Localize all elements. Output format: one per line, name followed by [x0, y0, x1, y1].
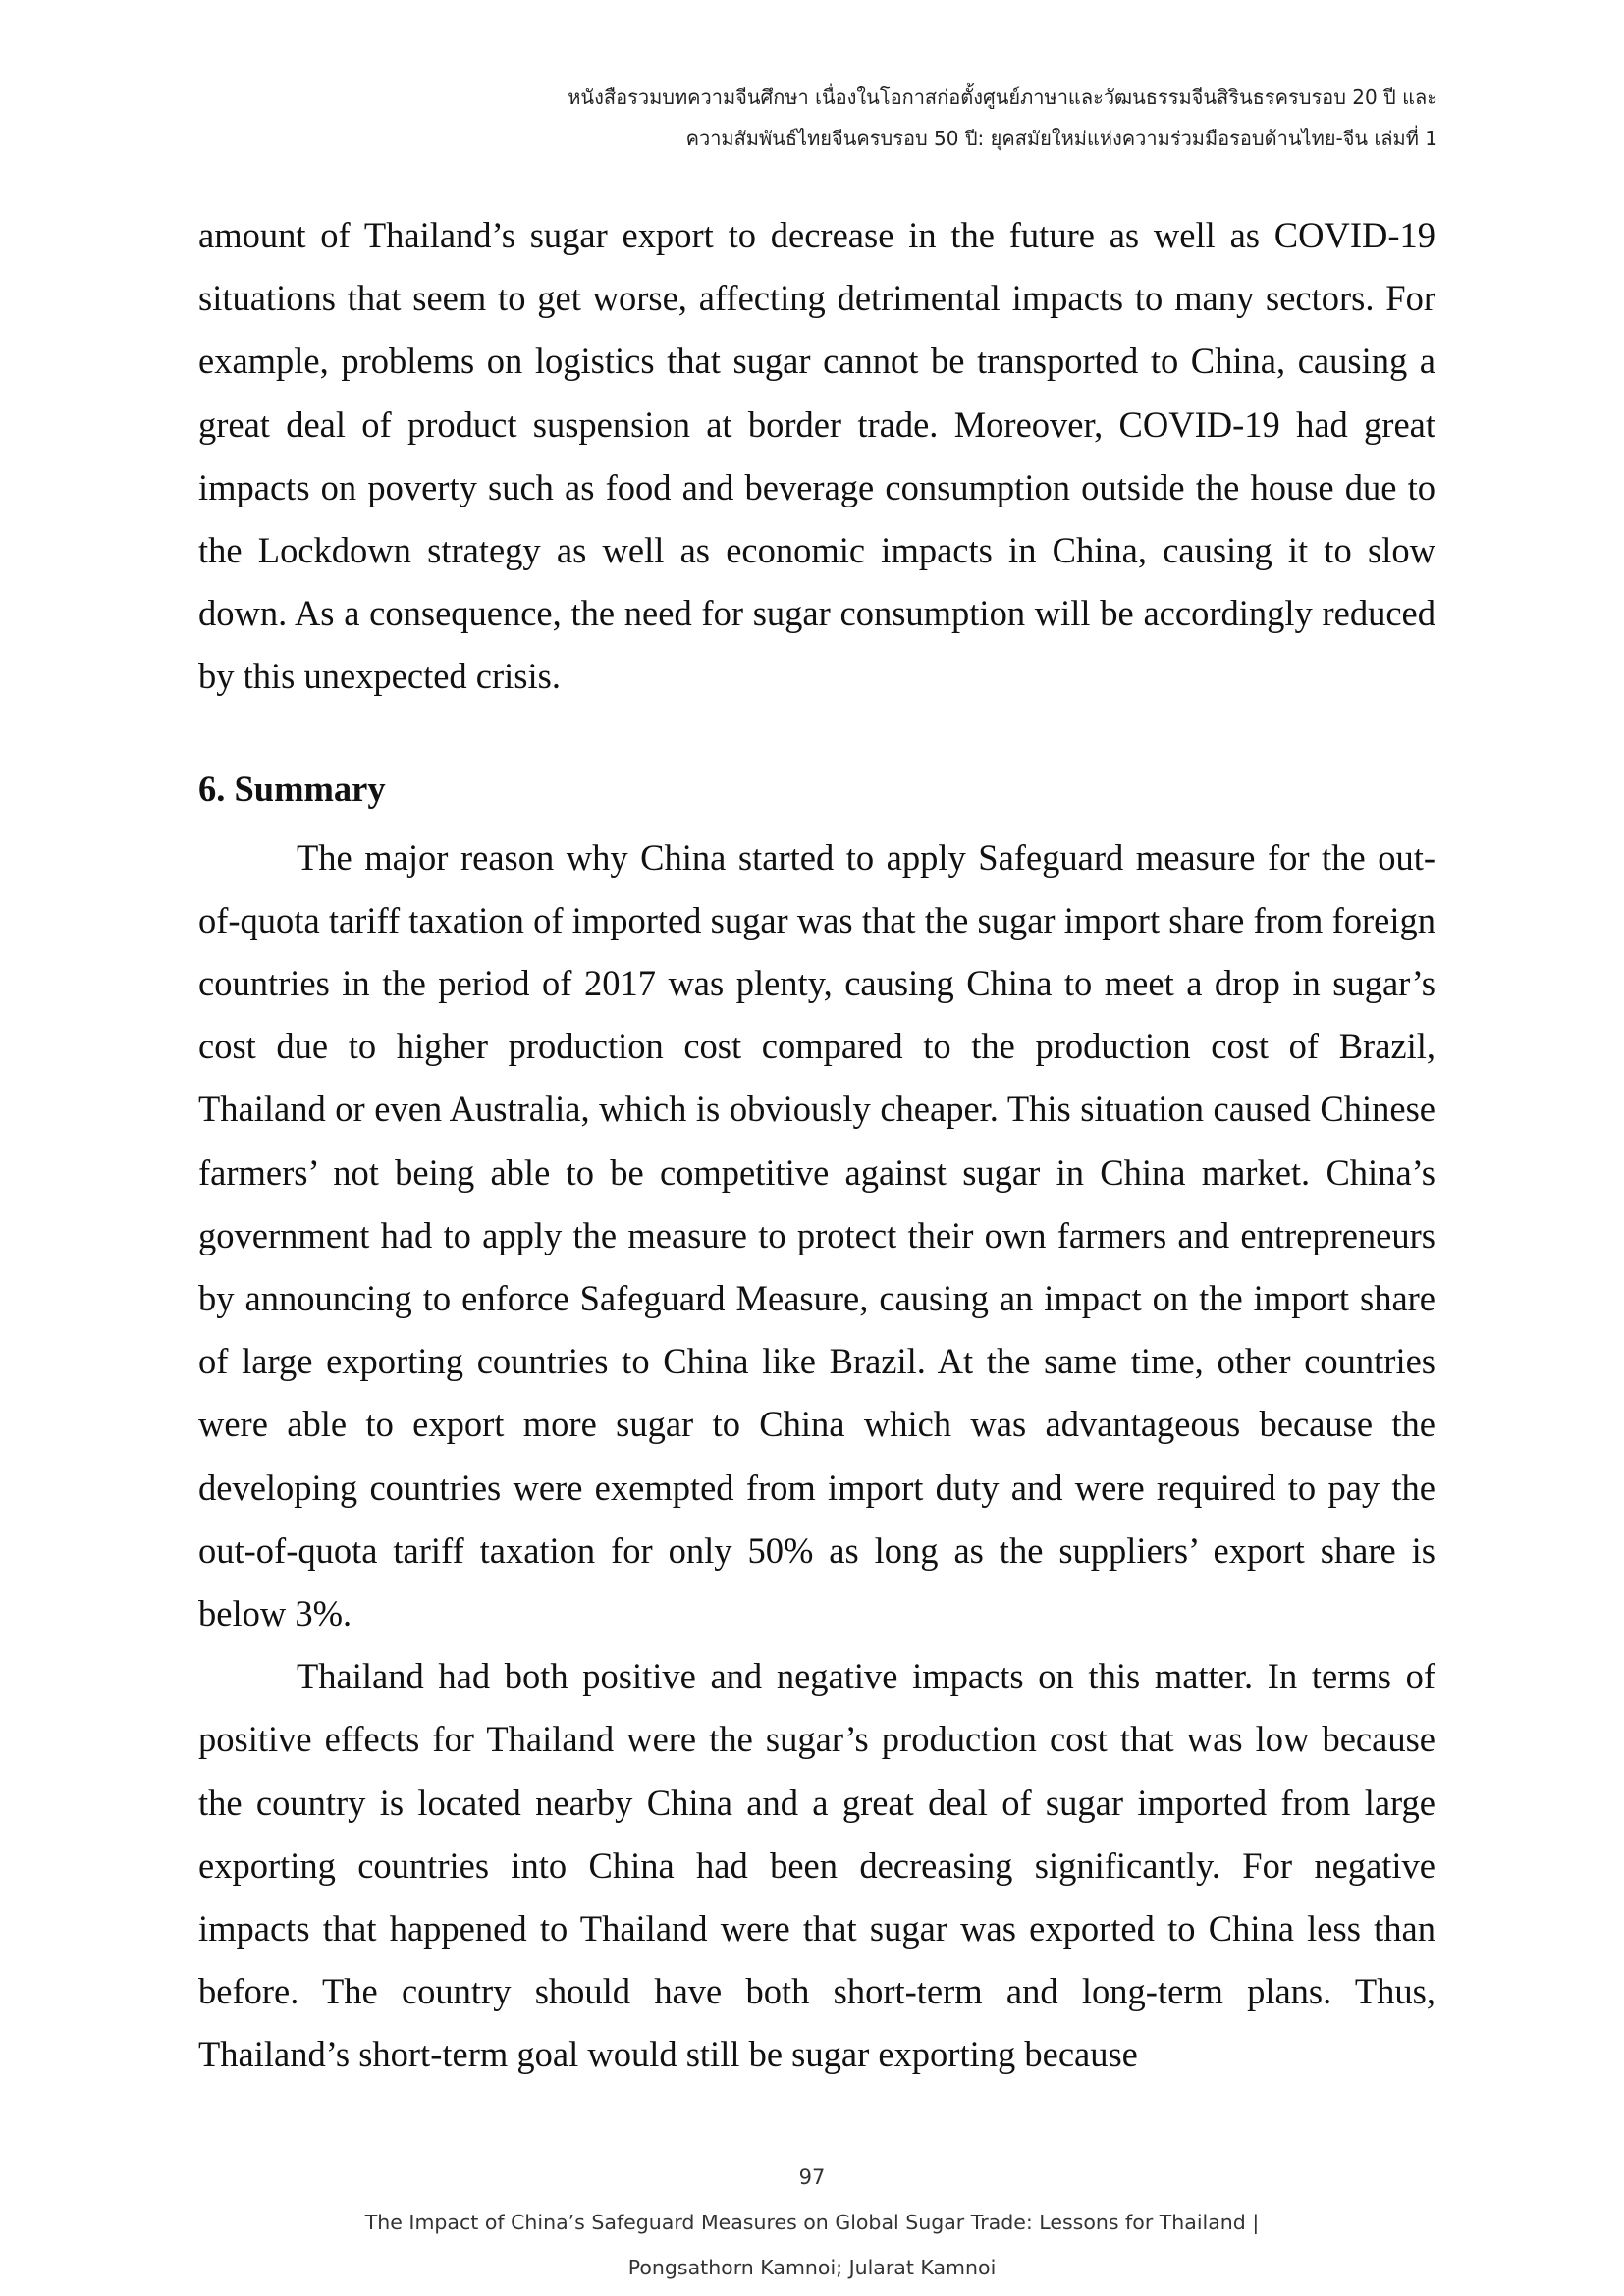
footer-authors: Pongsathorn Kamnoi; Jularat Kamnoi [627, 2256, 997, 2279]
running-header-line-2: ความสัมพันธ์ไทยจีนครบรอบ 50 ปี: ยุคสมัยใหม่แห่งความร่วมมือรอบด้านไทย-จีน เล่มที่ 1 [685, 127, 1437, 150]
summary-paragraph-2: Thailand had both positive and negative impacts on this matter. In terms of positive effects for Thailand were the sugar’s production cost that was low because the country is located nearby China and a great deal of sugar imported from large exporting countries into China had been decreasing significantly. For negative impacts that happened to Thailand were that sugar was exported to China less than before. The country should have both short-term and long-term plans. Thus, Thailand’s short-term goal would still be sugar exporting because [198, 1656, 1435, 2075]
running-header-line-1: หนังสือรวมบทความจีนศึกษา เนื่องในโอกาสก่อตั้งศูนย์ภาษาและวัฒนธรรมจีนสิรินธรครบรอบ 20 ปี และ [568, 85, 1437, 109]
continuation-paragraph: amount of Thailand’s sugar export to decrease in the future as well as COVID-19 situations that seem to get worse, affecting detrimental impacts to many sectors. For example, problems on logistics that sugar cannot be transported to China, causing a great deal of product suspension at border trade. Moreover, COVID-19 had great impacts on poverty such as food and beverage consumption outside the house due to the Lockdown strategy as well as economic impacts in China, causing it to slow down. As a consequence, the need for sugar consumption will be accordingly reduced by this unexpected crisis. [198, 215, 1435, 697]
article-body [198, 204, 1435, 2087]
summary-paragraph-1: The major reason why China started to apply Safeguard measure for the out-of-quota tariff taxation of imported sugar was that the sugar import share from foreign countries in the period of 2017 was plenty, causing China to meet a drop in sugar’s cost due to higher production cost compared to the production cost of Brazil, Thailand or even Australia, which is obviously cheaper. This situation caused Chinese farmers’ not being able to be competitive against sugar in China market. China’s government had to apply the measure to protect their own farmers and entrepreneurs by announcing to enforce Safeguard Measure, causing an impact on the import share of large exporting countries to China like Brazil. At the same time, other countries were able to export more sugar to China which was advantageous because the developing countries were exempted from import duty and were required to pay the out-of-quota tariff taxation for only 50% as long as the suppliers’ export share is below 3%. [198, 836, 1435, 1634]
running-header [161, 77, 1437, 159]
page-number: 97 [798, 2165, 826, 2189]
footer-article-title: The Impact of China’s Safeguard Measures on Global Sugar Trade: Lessons for Thailand | [364, 2211, 1260, 2234]
section-heading: 6. Summary [198, 768, 386, 809]
